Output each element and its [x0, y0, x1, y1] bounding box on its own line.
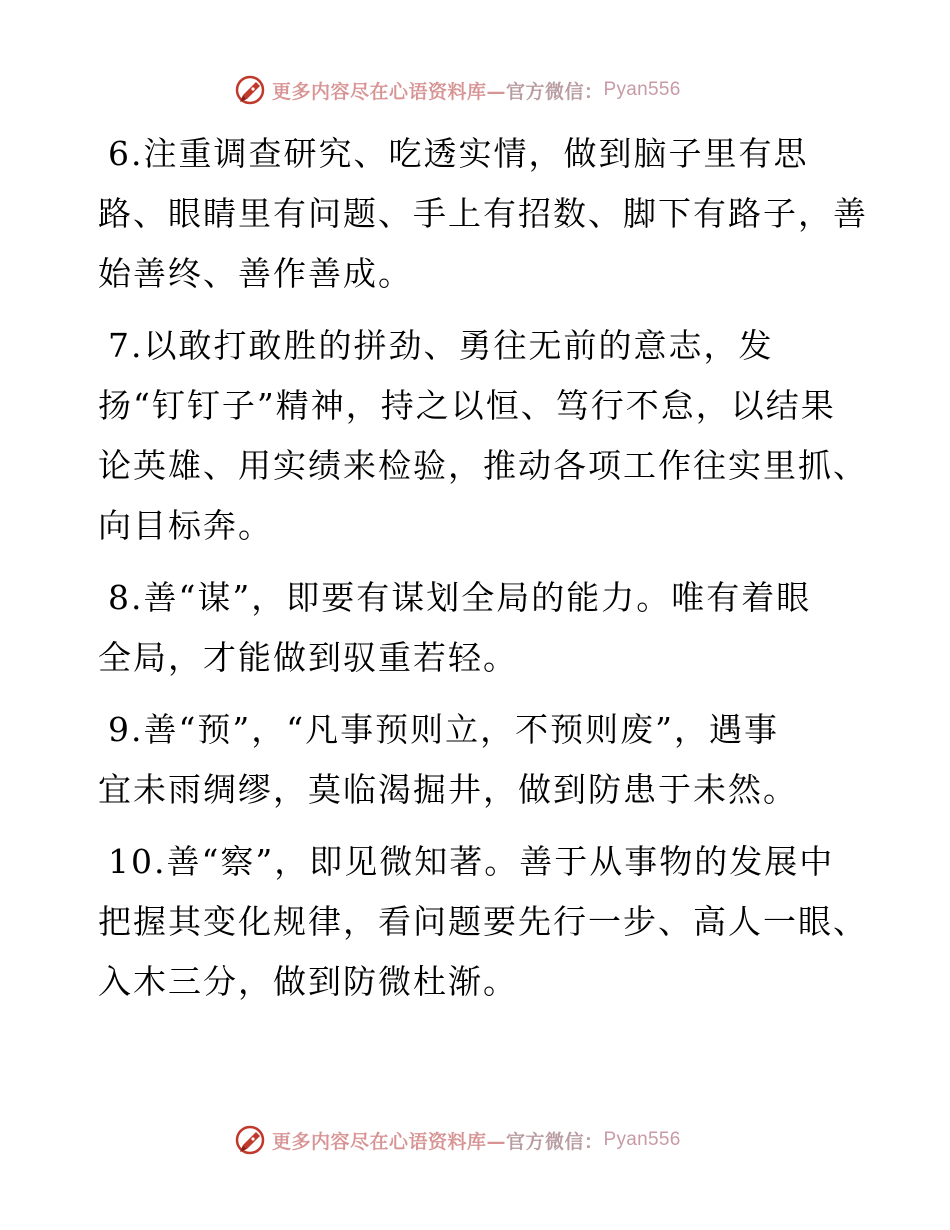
- paragraph-line: 始善终、善作善成。: [98, 254, 413, 293]
- paragraph-line: 宜未雨绸缪，莫临渴掘井，做到防患于未然。: [98, 770, 798, 809]
- paragraph-10: [98, 832, 868, 1012]
- watermark-contact-label: 官方微信：: [506, 1130, 604, 1153]
- footer-watermark: [234, 1122, 681, 1158]
- watermark-wechat-id: Pyan556: [603, 79, 681, 100]
- paragraph-line: 论英雄、用实绩来检验，推动各项工作往实里抓、: [98, 446, 868, 485]
- paragraph-7: [98, 316, 868, 556]
- document-body: [98, 124, 868, 1024]
- paragraph-line: 9.善“预”，“凡事预则立，不预则废”，遇事: [108, 710, 779, 749]
- paragraph-8: [98, 568, 858, 688]
- paragraph-line: 扬“钉钉子”精神，持之以恒、笃行不怠，以结果: [98, 386, 836, 425]
- paragraph-line: 7.以敢打敢胜的拼劲、勇往无前的意志，发: [108, 326, 774, 365]
- paragraph-line: 入木三分，做到防微杜渐。: [98, 962, 518, 1001]
- watermark-contact-label: 官方微信：: [506, 80, 604, 103]
- paragraph-line: 6.注重调查研究、吃透实情，做到脑子里有思: [108, 134, 809, 173]
- pen-nib-circle-icon: [234, 1123, 268, 1157]
- watermark-text: 更多内容尽在心语资料库—: [272, 1130, 507, 1153]
- paragraph-line: 10.善“察”，即见微知著。善于从事物的发展中: [108, 842, 835, 881]
- pen-nib-circle-icon: [234, 73, 268, 107]
- watermark-wechat-id: Pyan556: [603, 1129, 681, 1150]
- watermark-text: 更多内容尽在心语资料库—: [272, 80, 507, 103]
- paragraph-9: [98, 700, 858, 820]
- paragraph-line: 把握其变化规律，看问题要先行一步、高人一眼、: [98, 902, 868, 941]
- paragraph-line: 全局，才能做到驭重若轻。: [98, 638, 518, 677]
- header-watermark: [234, 72, 681, 108]
- paragraph-line: 向目标奔。: [98, 506, 273, 545]
- paragraph-6: [98, 124, 868, 304]
- paragraph-line: 路、眼睛里有问题、手上有招数、脚下有路子，善: [98, 194, 868, 233]
- paragraph-line: 8.善“谋”，即要有谋划全局的能力。唯有着眼: [108, 578, 812, 617]
